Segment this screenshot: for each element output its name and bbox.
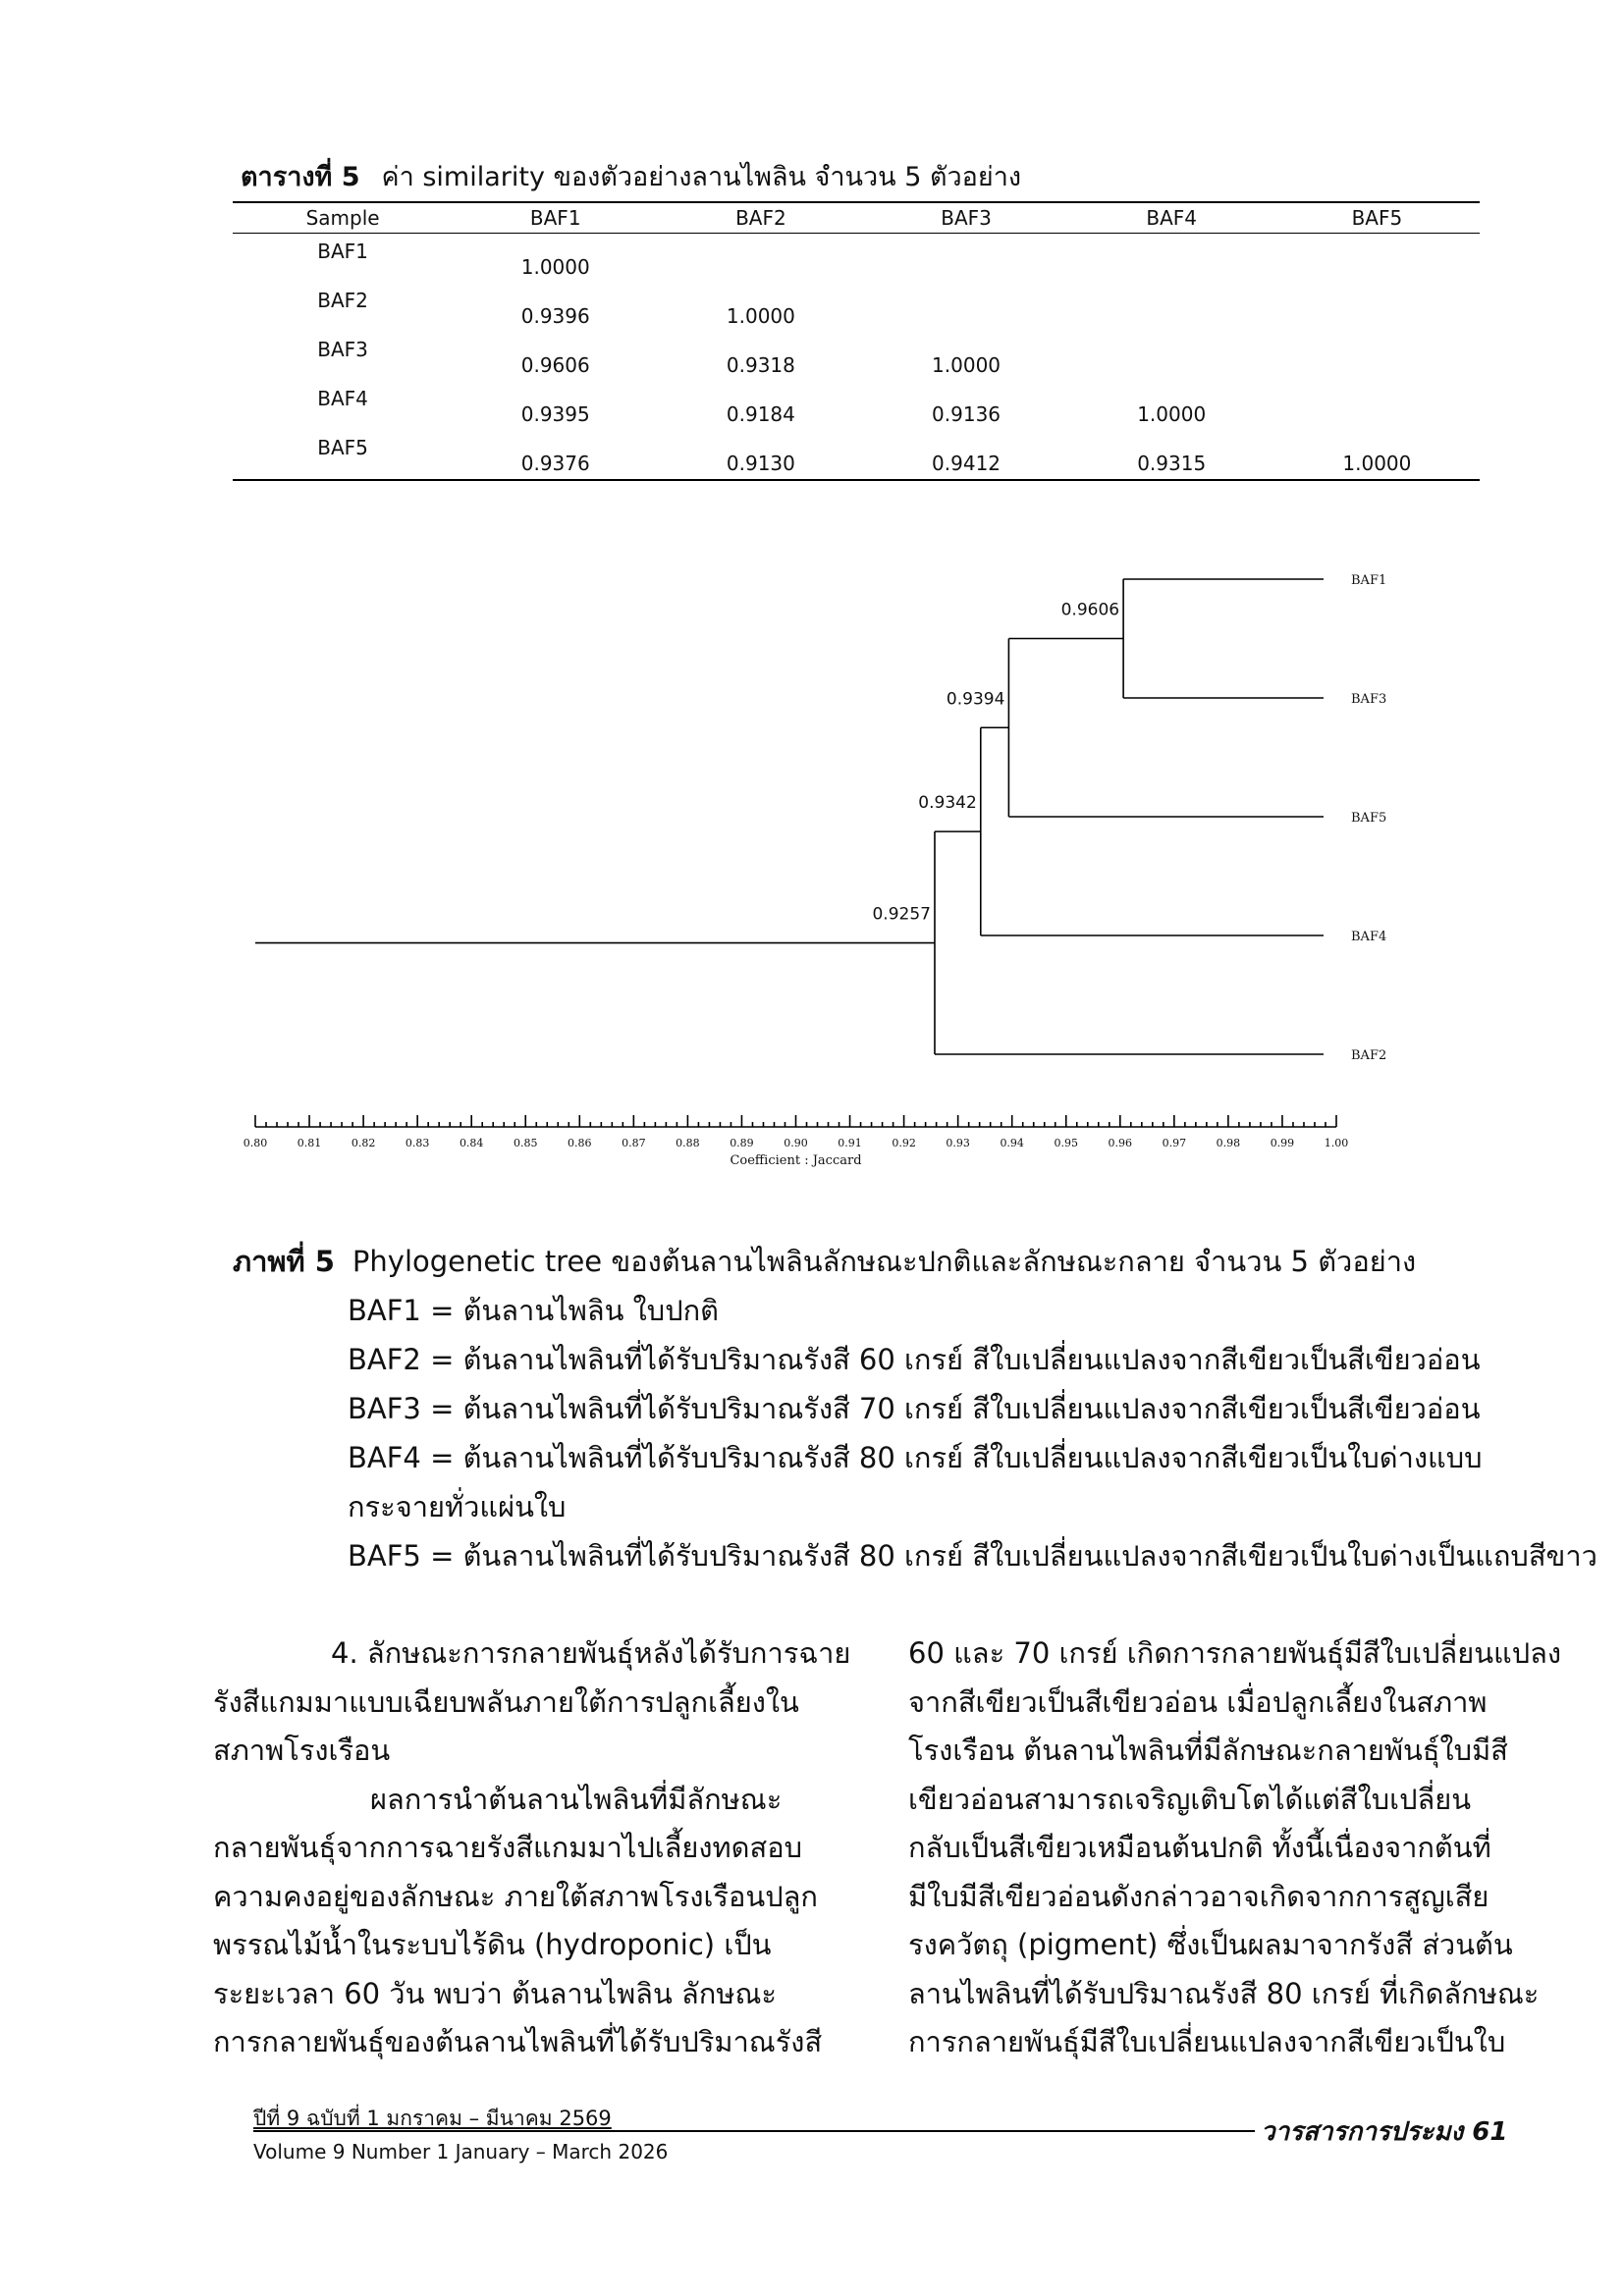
body-line: พรรณไม้น้ำในระบบไร้ดิน (hydroponic) เป็น [213,1928,772,1961]
table-cell: 1.0000 [520,255,590,279]
table-header-cell: BAF5 [1274,202,1480,234]
body-line: จากสีเขียวเป็นสีเขียวอ่อน เมื่อปลูกเลี้ยงในสภาพ [908,1684,1488,1719]
table-header-cell: BAF2 [658,202,863,234]
table-sample-cell: BAF1 [317,240,368,263]
x-tick-label: 0.83 [405,1137,430,1149]
table-cell: 0.9130 [658,430,863,480]
body-line: กลับเป็นสีเขียวเหมือนต้นปกติ ทั้งนี้เนื่องจากต้นที่ [908,1831,1491,1864]
leaf-label: BAF1 [1351,573,1387,588]
table-header-cell: BAF1 [453,202,658,234]
table-cell: 0.9412 [863,430,1068,480]
x-tick-label: 0.82 [351,1137,376,1149]
body-line: 60 และ 70 เกรย์ เกิดการกลายพันธุ์มีสีใบเปลี่ยนแปลง [908,1636,1562,1670]
body-line: รงควัตถุ (pigment) ซึ่งเป็นผลมาจากรังสี ส่วนต้น [908,1928,1513,1961]
table-caption-text: ค่า similarity ของตัวอย่างลานไพลิน จำนวน 5 ตัวอย่าง [381,162,1022,192]
node-similarity-label: 0.9257 [872,904,931,925]
body-line: ระยะเวลา 60 วัน พบว่า ต้นลานไพลิน ลักษณะ [213,1976,777,2010]
table-cell: 1.0000 [1137,402,1207,426]
table-cell: 0.9606 [520,353,590,377]
x-tick-label: 0.96 [1108,1137,1133,1149]
x-tick-label: 0.93 [946,1137,970,1149]
body-line: กลายพันธุ์จากการฉายรังสีแกมมาไปเลี้ยงทดสอบ [213,1831,803,1864]
table-sample-cell: BAF5 [233,430,453,480]
x-tick-label: 0.94 [1000,1137,1024,1149]
x-tick-label: 0.99 [1270,1137,1295,1149]
legend-line: BAF1 = ต้นลานไพลิน ใบปกติ [348,1294,720,1327]
node-similarity-label: 0.9342 [918,793,977,814]
x-tick-label: 1.00 [1324,1137,1349,1149]
figure-caption [233,1237,1597,1580]
table-cell: 0.9396 [520,304,590,328]
x-tick-label: 0.97 [1162,1137,1187,1149]
x-tick-label: 0.86 [568,1137,592,1149]
figure-caption-text: Phylogenetic tree ของต้นลานไพลินลักษณะปกติและลักษณะกลาย จำนวน 5 ตัวอย่าง [352,1245,1417,1278]
x-tick-label: 0.87 [622,1137,646,1149]
x-axis-title: Coefficient : Jaccard [730,1153,862,1168]
table-cell: 1.0000 [726,304,795,328]
table-cell: 0.9395 [520,402,590,426]
table-cell: 1.0000 [1274,430,1480,480]
body-line: การกลายพันธุ์มีสีใบเปลี่ยนแปลงจากสีเขียวเป็นใบ [908,2025,1506,2058]
body-line: ความคงอยู่ของลักษณะ ภายใต้สภาพโรงเรือนปลูก [213,1879,818,1913]
body-line: โรงเรือน ต้นลานไพลินที่มีลักษณะกลายพันธุ์ใบมีสี [908,1734,1508,1767]
body-line: สภาพโรงเรือน [213,1734,391,1767]
table-cell: 0.9315 [1069,430,1274,480]
table-header-cell: BAF4 [1069,202,1274,234]
table-cell: 0.9376 [453,430,658,480]
legend-line: BAF4 = ต้นลานไพลินที่ได้รับปริมาณรังสี 80 เกรย์ สีใบเปลี่ยนแปลงจากสีเขียวเป็นใบด่างแบบ [348,1441,1483,1474]
table-cell: 0.9318 [726,353,795,377]
legend-line: BAF3 = ต้นลานไพลินที่ได้รับปริมาณรังสี 70 เกรย์ สีใบเปลี่ยนแปลงจากสีเขียวเป็นสีเขียวอ่อน [348,1392,1481,1425]
body-line: รังสีแกมมาแบบเฉียบพลันภายใต้การปลูกเลี้ยงใน [213,1684,799,1719]
body-column-right [908,1629,1562,2067]
x-tick-label: 0.81 [297,1137,322,1149]
legend-line: BAF5 = ต้นลานไพลินที่ได้รับปริมาณรังสี 80 เกรย์ สีใบเปลี่ยนแปลงจากสีเขียวเป็นใบด่างเป็นแถบสีขาว [348,1539,1597,1573]
figure-caption-title [233,1237,1499,1286]
x-tick-label: 0.88 [676,1137,700,1149]
node-similarity-label: 0.9606 [1060,600,1120,620]
table-cell: 0.9136 [932,402,1001,426]
x-tick-label: 0.89 [730,1137,754,1149]
table-header-cell: Sample [233,202,453,234]
legend-line: BAF2 = ต้นลานไพลินที่ได้รับปริมาณรังสี 60 เกรย์ สีใบเปลี่ยนแปลงจากสีเขียวเป็นสีเขียวอ่อน [348,1343,1481,1376]
footer-issue-thai-text: ปีที่ 9 ฉบับที่ 1 มกราคม – มีนาคม 2569 [253,2107,612,2130]
table-label: ตารางที่ 5 [241,162,360,192]
table-cell: 0.9184 [726,402,795,426]
node-similarity-label: 0.9394 [946,689,1005,710]
body-column-left [213,1629,851,2067]
body-line: เขียวอ่อนสามารถเจริญเติบโตได้แต่สีใบเปลี่ยน [908,1782,1472,1816]
footer-journal-name: วารสารการประมง 61 [1255,2111,1507,2152]
body-line: ลานไพลินที่ได้รับปริมาณรังสี 80 เกรย์ ที่เกิดลักษณะ [908,1976,1540,2010]
figure-label: ภาพที่ 5 [233,1245,335,1278]
x-tick-label: 0.90 [784,1137,808,1149]
x-tick-label: 0.92 [892,1137,916,1149]
table-sample-cell: BAF2 [317,289,368,312]
legend-line: กระจายทั่วแผ่นใบ [348,1490,567,1523]
body-line: มีใบมีสีเขียวอ่อนดังกล่าวอาจเกิดจากการสูญเสีย [908,1879,1489,1913]
x-tick-label: 0.98 [1216,1137,1241,1149]
section-heading: 4. ลักษณะการกลายพันธุ์หลังได้รับการฉาย [331,1636,851,1670]
x-tick-label: 0.84 [459,1137,484,1149]
x-tick-label: 0.95 [1054,1137,1078,1149]
paragraph-first-line: ผลการนำต้นลานไพลินที่มีลักษณะ [370,1782,783,1816]
table-header-cell: BAF3 [863,202,1068,234]
leaf-label: BAF2 [1351,1048,1387,1063]
table-cell: 1.0000 [932,353,1001,377]
leaf-label: BAF4 [1351,930,1387,944]
leaf-label: BAF5 [1351,811,1387,826]
table-sample-cell: BAF4 [317,387,368,410]
leaf-label: BAF3 [1351,692,1387,707]
x-tick-label: 0.91 [838,1137,862,1149]
table-sample-cell: BAF3 [317,338,368,361]
x-tick-label: 0.85 [514,1137,538,1149]
body-line: การกลายพันธุ์ของต้นลานไพลินที่ได้รับปริมาณรังสี [213,2025,823,2058]
x-tick-label: 0.80 [243,1137,268,1149]
footer-issue-english: Volume 9 Number 1 January – March 2026 [253,2140,669,2163]
